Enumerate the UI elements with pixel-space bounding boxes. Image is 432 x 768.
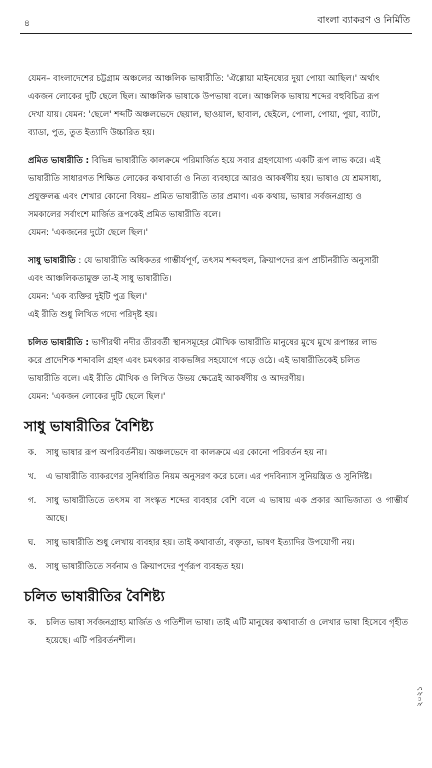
list-item [28, 492, 408, 528]
header-rule [20, 33, 412, 34]
list-item [28, 614, 408, 650]
intro-line-1: যেমন– বাংলাদেশের চট্টগ্রাম অঞ্চলের আঞ্চলিক ভাষারীতি: 'ঐগ্গোয়া মাইনষ্যের দুয়া পোয়া আছিল।' অর্থাৎ [28, 74, 380, 84]
sadhu-note: এই রীতি শুধু লিখিত গদ্যে পরিদৃষ্ট হয়। [28, 310, 158, 320]
list-text: সাধু ভাষারীতিতে তৎসম বা সংস্কৃত শব্দের ব্যবহার বেশি বলে এ ভাষায় এক প্রকার আভিজাত্য ও গাম্ভীর্য আছে। [46, 496, 408, 524]
list-marker: ঘ. [28, 538, 36, 548]
pramit-line-4: সমকালের সর্বাংশে মার্জিত রূপকেই প্রমিত ভাষারীতি বলে। [28, 210, 221, 220]
sadhu-features-list [28, 444, 408, 576]
sadhu-example: যেমন: 'এক ব্যক্তির দুইটি পুত্র ছিল।' [28, 292, 148, 302]
cholito-text-1: ভাগীরথী নদীর তীরবর্তী স্থানসমূহের মৌখিক ভাষারীতি মানুষের মুখে মুখে রূপান্তর লাভ [88, 338, 377, 348]
list-text: এ ভাষারীতি ব্যাকরণের সুনির্ধারিত নিয়ম অনুসরণ করে চলে। এর পদবিন্যাস সুনিয়ন্ত্রিত ও সুনির্দিষ্ট। [46, 472, 373, 482]
sadhu-term: সাধু ভাষারীতি [28, 256, 76, 266]
page-content [24, 70, 408, 656]
cholito-features-heading: চলিত ভাষারীতির বৈশিষ্ট্য [24, 589, 165, 605]
cholito-term: চলিত ভাষারীতি : [28, 338, 89, 348]
pramit-line-1 [28, 152, 408, 170]
page-number: ৪ [24, 19, 30, 29]
list-text: সাধু ভাষারীতি শুধু লেখায় ব্যবহার হয়। তাই কথাবার্তা, বক্তৃতা, ভাষণ ইত্যাদির উপযোগী নয়। [46, 538, 355, 548]
pramit-text-1: বিভিন্ন ভাষারীতি কালক্রমে পরিমার্জিত হয়ে সবার গ্রহণযোগ্য একটি রূপ লাভ করে। এই [89, 156, 381, 166]
list-marker: গ. [28, 496, 37, 506]
sadhu-text-1: : যে ভাষারীতি অধিকতর গাম্ভীর্যপূর্ণ, তৎসম শব্দবহুল, ক্রিয়াপদের রূপ প্রাচীনরীতি অনুসারী [75, 256, 379, 266]
list-item [28, 534, 408, 552]
list-text: সাধু ভাষার রূপ অপরিবর্তনীয়। অঞ্চলভেদে বা কালক্রমে এর কোনো পরিবর্তন হয় না। [46, 448, 328, 458]
cholito-example: যেমন: 'একজন লোকের দুটি ছেলে ছিল।' [28, 392, 166, 402]
intro-line-2: একজন লোকের দুটি ছেলে ছিল। আঞ্চলিক ভাষাকে উপভাষা বলে। আঞ্চলিক ভাষায় শব্দের বহুবিচিত্র রূপ [28, 92, 380, 102]
sadhu-features-heading: সাধু ভাষারীতির বৈশিষ্ট্য [24, 419, 154, 435]
sadhu-line-2: এবং আঞ্চলিকতামুক্ত তা-ই সাধু ভাষারীতি। [28, 274, 172, 284]
cholito-features-list [28, 614, 408, 650]
list-text: চলিত ভাষা সর্বজনগ্রাহ্য মার্জিত ও গতিশীল ভাষা। তাই এটি মানুষের কথাবার্তা ও লেখার ভাষা হিসেবে গৃহীত হয়েছে। এটি পরিবর্তনশীল। [46, 618, 408, 646]
list-marker: ঙ. [28, 562, 37, 572]
side-code: ২০২১ [415, 686, 424, 707]
pramit-line-2: ভাষারীতি সাধারণত শিক্ষিত লোকের কথাবার্তা ও নিত্য ব্যবহারে আরও আকর্ষণীয় হয়। ভাষাও যে শ্রমসাধ্য, [28, 174, 382, 184]
book-title: বাংলা ব্যাকরণ ও নির্মিতি [317, 15, 410, 26]
list-item [28, 468, 408, 486]
list-item [28, 558, 408, 576]
cholito-line-1 [28, 334, 408, 352]
pramit-example: যেমন: 'একজনের দুটো ছেলে ছিল।' [28, 228, 148, 238]
pramit-paragraph [28, 152, 408, 242]
sadhu-paragraph [28, 252, 408, 324]
intro-paragraph [28, 70, 408, 142]
cholito-paragraph [28, 334, 408, 406]
pramit-term: প্রমিত ভাষারীতি : [28, 156, 90, 166]
list-text: সাধু ভাষারীতিতে সর্বনাম ও ক্রিয়াপদের পূর্ণরূপ ব্যবহৃত হয়। [46, 562, 244, 572]
list-marker: ক. [28, 618, 37, 628]
list-item [28, 444, 408, 462]
intro-line-3: দেখা যায়। যেমন: 'ছেলে' শব্দটি অঞ্চলভেদে ছেয়াল, ছাওয়াল, ছাবাল, ছেইলে, পোলা, পোয়া, পুয়া, ব্যাটা, [28, 110, 381, 120]
pramit-line-3: প্রযুক্তলব্ধ এবং শেখার কোনো বিষয়– প্রমিত ভাষারীতি তার প্রমাণ। এক কথায়, ভাষার সর্বজনগ্রাহ্য ও [28, 192, 362, 202]
cholito-line-2: করে প্রাদেশিক শব্দাবলি গ্রহণ এবং চমৎকার বাকভঙ্গির সহযোগে গড়ে ওঠে। এই ভাষারীতিকেই চলিত [28, 356, 360, 366]
list-marker: ক. [28, 448, 37, 458]
sadhu-line-1 [28, 252, 408, 270]
intro-line-4: ব্যাডা, পুত, তুত ইত্যাদি উচ্চারিত হয়। [28, 128, 155, 138]
cholito-line-3: ভাষারীতি বলে। এই রীতি মৌখিক ও লিখিত উভয় ক্ষেত্রেই আকর্ষণীয় ও আদরণীয়। [28, 374, 305, 384]
list-marker: খ. [28, 472, 37, 482]
